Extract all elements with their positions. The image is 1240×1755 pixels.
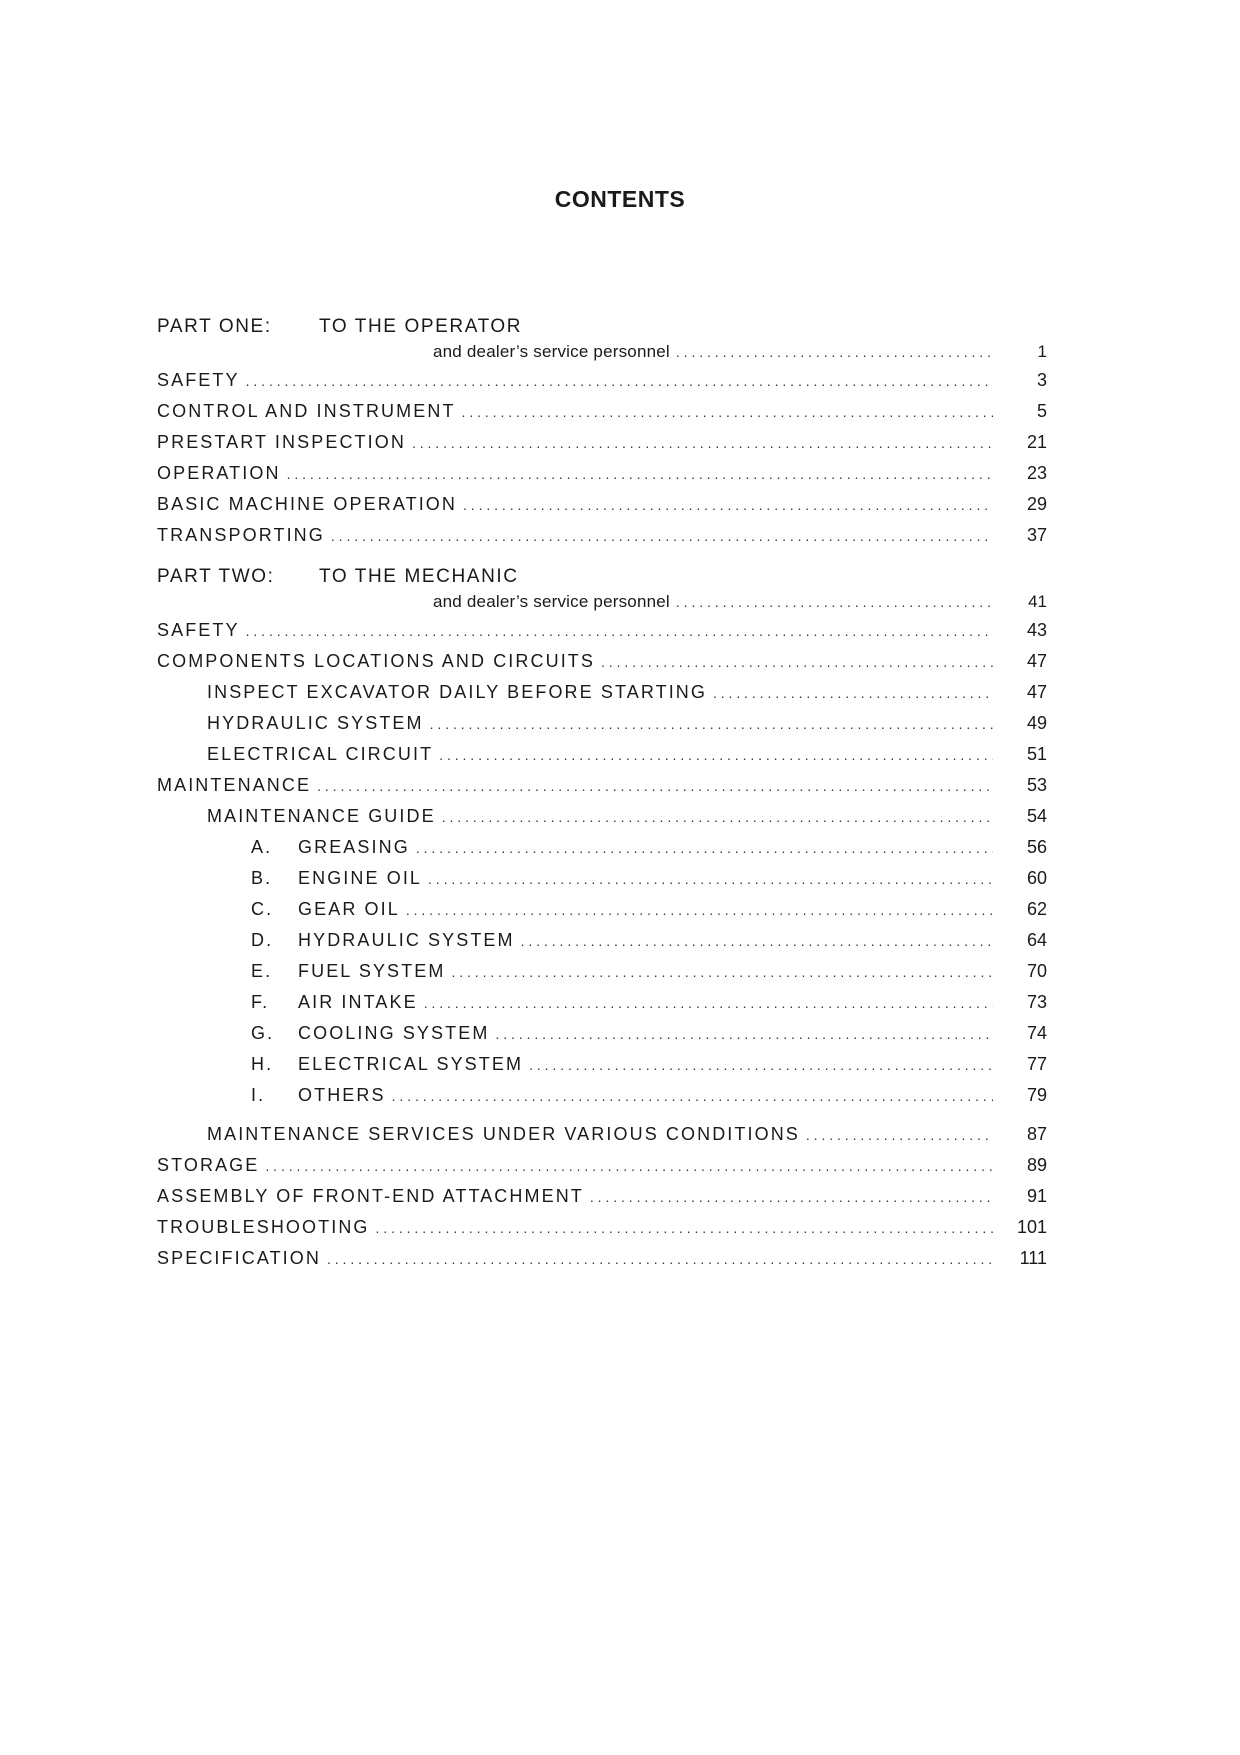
toc-entry-basic-machine-operation[interactable] <box>157 494 1047 525</box>
dot-leader <box>806 1124 993 1145</box>
part-one-label: PART ONE: <box>157 316 272 337</box>
dot-leader <box>676 342 993 362</box>
toc-entry-page: 70 <box>1026 961 1047 981</box>
toc-entry-label: OPERATION <box>157 463 281 483</box>
toc-entry-letter: E. <box>251 961 273 981</box>
toc-entry-page: 62 <box>1026 899 1047 919</box>
toc-entry-label: MAINTENANCE SERVICES UNDER VARIOUS CONDITIONS <box>207 1124 800 1144</box>
toc-entry-label: COMPONENTS LOCATIONS AND CIRCUITS <box>157 651 596 671</box>
dot-leader <box>463 494 993 515</box>
toc-entry-inspect-excavator[interactable] <box>157 682 1047 713</box>
toc-entry-page: 47 <box>1026 651 1047 671</box>
toc-entry-page: 101 <box>1016 1217 1047 1237</box>
toc-entry-page: 47 <box>1026 682 1047 702</box>
toc-entry-label: ASSEMBLY OF FRONT-END ATTACHMENT <box>157 1186 584 1206</box>
toc-entry-prestart-inspection[interactable] <box>157 432 1047 463</box>
toc-entry-label: GREASING <box>298 837 410 857</box>
toc-entry-letter: A. <box>251 837 273 857</box>
page-title: CONTENTS <box>554 186 686 212</box>
toc-entry-page: 74 <box>1026 1023 1047 1043</box>
toc-entry-label: BASIC MACHINE OPERATION <box>157 494 458 514</box>
toc-entry-safety[interactable] <box>157 370 1047 401</box>
toc-entry-page: 53 <box>1026 775 1047 795</box>
toc-entry-label: SPECIFICATION <box>157 1248 321 1268</box>
dot-leader <box>412 432 993 453</box>
dot-leader <box>327 1248 993 1269</box>
toc-entry-hydraulic-system-guide[interactable] <box>157 930 1047 961</box>
dot-leader <box>331 525 993 546</box>
part-two-title: TO THE MECHANIC <box>319 566 519 587</box>
toc-entry-label: HYDRAULIC SYSTEM <box>298 930 515 950</box>
dot-leader <box>406 899 993 920</box>
toc-entry-letter: B. <box>251 868 273 888</box>
toc-entry-page: 89 <box>1026 1155 1047 1175</box>
toc-entry-storage[interactable] <box>157 1155 1047 1186</box>
dot-leader <box>451 961 993 982</box>
dot-leader <box>317 775 993 796</box>
toc-entry-label: MAINTENANCE GUIDE <box>207 806 436 826</box>
toc-entry-label: CONTROL AND INSTRUMENT <box>157 401 456 421</box>
toc-entry-transporting[interactable] <box>157 525 1047 556</box>
toc-entry-electrical-system[interactable] <box>157 1054 1047 1085</box>
dot-leader <box>392 1085 993 1106</box>
toc-entry-gear-oil[interactable] <box>157 899 1047 930</box>
dot-leader <box>462 401 993 422</box>
toc-entry-part-one-subtitle[interactable] <box>157 342 1047 370</box>
dot-leader <box>246 370 993 391</box>
toc-entry-label: MAINTENANCE <box>157 775 312 795</box>
toc-entry-letter: H. <box>251 1054 274 1074</box>
toc-entry-letter: F. <box>251 992 270 1012</box>
dot-leader <box>590 1186 993 1207</box>
table-of-contents <box>157 316 1047 1279</box>
toc-entry-label: and dealer’s service personnel <box>433 592 670 611</box>
toc-entry-label: SAFETY <box>157 620 240 640</box>
dot-leader <box>376 1217 993 1238</box>
toc-entry-page: 60 <box>1026 868 1047 888</box>
toc-entry-cooling-system[interactable] <box>157 1023 1047 1054</box>
toc-entry-operation[interactable] <box>157 463 1047 494</box>
toc-entry-page: 54 <box>1026 806 1047 826</box>
toc-entry-page: 79 <box>1026 1085 1047 1105</box>
toc-entry-assembly-front-end[interactable] <box>157 1186 1047 1217</box>
toc-entry-page: 49 <box>1026 713 1047 733</box>
toc-entry-page: 5 <box>1036 401 1047 421</box>
toc-entry-page: 111 <box>1019 1248 1047 1268</box>
toc-entry-page: 1 <box>1037 342 1047 361</box>
dot-leader <box>430 713 993 734</box>
part-one-title: TO THE OPERATOR <box>319 316 523 337</box>
toc-entry-label: and dealer’s service personnel <box>433 342 670 361</box>
dot-leader <box>442 806 993 827</box>
toc-entry-label: STORAGE <box>157 1155 260 1175</box>
dot-leader <box>676 592 993 612</box>
toc-entry-page: 91 <box>1026 1186 1047 1206</box>
toc-entry-page: 41 <box>1028 592 1047 611</box>
toc-entry-label: TROUBLESHOOTING <box>157 1217 370 1237</box>
dot-leader <box>265 1155 993 1176</box>
dot-leader <box>424 992 993 1013</box>
toc-entry-page: 29 <box>1026 494 1047 514</box>
dot-leader <box>287 463 993 484</box>
toc-entry-maintenance[interactable] <box>157 775 1047 806</box>
toc-entry-label: SAFETY <box>157 370 240 390</box>
toc-entry-label: ENGINE OIL <box>298 868 423 888</box>
toc-entry-engine-oil[interactable] <box>157 868 1047 899</box>
toc-entry-troubleshooting[interactable] <box>157 1217 1047 1248</box>
toc-entry-page: 73 <box>1026 992 1047 1012</box>
part-two-label: PART TWO: <box>157 566 275 587</box>
toc-entry-label: INSPECT EXCAVATOR DAILY BEFORE STARTING <box>207 682 707 702</box>
toc-entry-page: 23 <box>1026 463 1047 483</box>
dot-leader <box>713 682 993 703</box>
toc-entry-label: ELECTRICAL SYSTEM <box>298 1054 524 1074</box>
toc-entry-label: COOLING SYSTEM <box>298 1023 490 1043</box>
toc-entry-letter: C. <box>251 899 274 919</box>
toc-entry-greasing[interactable] <box>157 837 1047 868</box>
toc-entry-page: 51 <box>1026 744 1047 764</box>
dot-leader <box>495 1023 993 1044</box>
toc-entry-label: FUEL SYSTEM <box>298 961 446 981</box>
toc-entry-maintenance-services[interactable] <box>157 1124 1047 1155</box>
dot-leader <box>439 744 993 765</box>
toc-entry-letter: D. <box>251 930 274 950</box>
toc-entry-label: AIR INTAKE <box>298 992 418 1012</box>
toc-entry-page: 87 <box>1026 1124 1047 1144</box>
toc-entry-page: 21 <box>1026 432 1047 452</box>
part-one-heading <box>157 316 1047 342</box>
toc-entry-hydraulic-system[interactable] <box>157 713 1047 744</box>
dot-leader <box>246 620 993 641</box>
toc-entry-page: 64 <box>1026 930 1047 950</box>
toc-entry-label: PRESTART INSPECTION <box>157 432 406 452</box>
part-two-heading <box>157 566 1047 592</box>
dot-leader <box>521 930 993 951</box>
toc-entry-page: 3 <box>1036 370 1047 390</box>
toc-entry-page: 43 <box>1026 620 1047 640</box>
toc-entry-label: OTHERS <box>298 1085 386 1105</box>
dot-leader <box>416 837 993 858</box>
toc-entry-letter: I. <box>251 1085 266 1105</box>
toc-entry-page: 77 <box>1026 1054 1047 1074</box>
toc-entry-label: HYDRAULIC SYSTEM <box>207 713 424 733</box>
toc-entry-maintenance-guide[interactable] <box>157 806 1047 837</box>
toc-entry-components-locations[interactable] <box>157 651 1047 682</box>
toc-entry-letter: G. <box>251 1023 275 1043</box>
dot-leader <box>428 868 993 889</box>
dot-leader <box>529 1054 993 1075</box>
toc-entry-air-intake[interactable] <box>157 992 1047 1023</box>
toc-entry-fuel-system[interactable] <box>157 961 1047 992</box>
toc-entry-control-and-instrument[interactable] <box>157 401 1047 432</box>
toc-entry-electrical-circuit[interactable] <box>157 744 1047 775</box>
toc-entry-page: 37 <box>1026 525 1047 545</box>
toc-entry-specification[interactable] <box>157 1248 1047 1279</box>
toc-entry-page: 56 <box>1026 837 1047 857</box>
toc-entry-part-two-subtitle[interactable] <box>157 592 1047 620</box>
toc-entry-safety[interactable] <box>157 620 1047 651</box>
dot-leader <box>601 651 993 672</box>
toc-entry-label: TRANSPORTING <box>157 525 325 545</box>
toc-entry-others[interactable] <box>157 1085 1047 1116</box>
toc-entry-label: GEAR OIL <box>298 899 400 919</box>
toc-entry-label: ELECTRICAL CIRCUIT <box>207 744 434 764</box>
